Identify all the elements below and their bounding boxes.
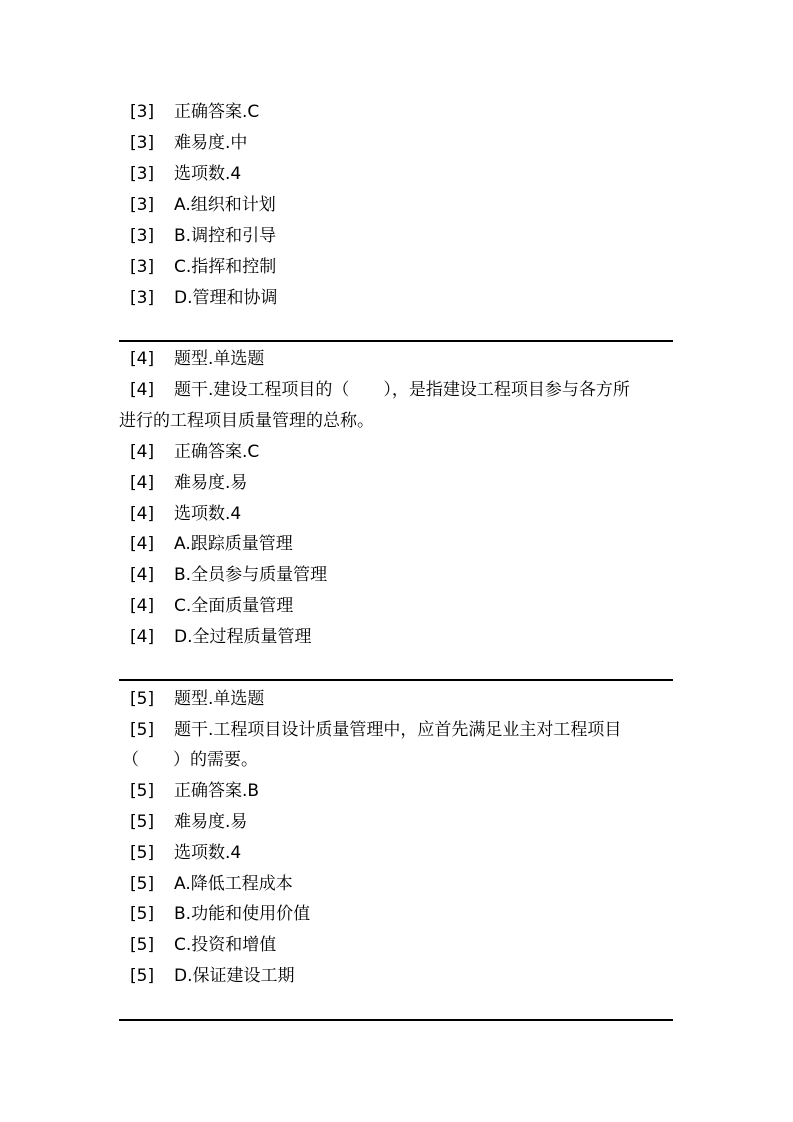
q4-type-line xyxy=(130,344,264,375)
option-text: A.降低工程成本 xyxy=(174,874,293,894)
question-tag: [4] xyxy=(130,565,155,585)
question-type: 题型.单选题 xyxy=(174,689,265,709)
q4-option-count-line xyxy=(130,499,241,530)
question-tag: [3] xyxy=(130,164,155,184)
option-text: D.全过程质量管理 xyxy=(174,627,312,647)
question-tag: [4] xyxy=(130,627,155,647)
question-tag: [3] xyxy=(130,288,155,308)
question-tag: [5] xyxy=(130,781,155,801)
question-tag: [5] xyxy=(130,720,155,740)
option-text: B.全员参与质量管理 xyxy=(174,565,328,585)
question-tag: [4] xyxy=(130,349,155,369)
question-tag: [5] xyxy=(130,874,155,894)
question-tag: [3] xyxy=(130,133,155,153)
question-type: 题型.单选题 xyxy=(174,349,265,369)
question-tag: [3] xyxy=(130,195,155,215)
question-tag: [4] xyxy=(130,473,155,493)
q5-option-a xyxy=(130,869,293,900)
question-tag: [5] xyxy=(130,904,155,924)
question-tag: [5] xyxy=(130,966,155,986)
question-tag: [3] xyxy=(130,257,155,277)
difficulty: 难易度.中 xyxy=(174,133,248,153)
correct-answer: 正确答案.C xyxy=(174,102,260,122)
option-text: D.保证建设工期 xyxy=(174,966,295,986)
q3-option-b xyxy=(130,221,276,252)
question-tag: [3] xyxy=(130,226,155,246)
option-text: A.组织和计划 xyxy=(174,195,276,215)
option-count: 选项数.4 xyxy=(174,164,242,184)
question-tag: [4] xyxy=(130,380,155,400)
question-divider xyxy=(119,1019,673,1021)
q3-option-a xyxy=(130,190,276,221)
correct-answer: 正确答案.C xyxy=(174,442,260,462)
q4-option-d xyxy=(130,622,312,653)
q5-stem-continuation: （ ）的需要。 xyxy=(122,750,258,770)
difficulty: 难易度.易 xyxy=(174,812,248,832)
option-text: D.管理和协调 xyxy=(174,288,278,308)
q5-option-b xyxy=(130,899,310,930)
option-text: C.全面质量管理 xyxy=(174,596,294,616)
q5-answer-line xyxy=(130,776,259,807)
option-text: C.指挥和控制 xyxy=(174,257,277,277)
question-tag: [5] xyxy=(130,689,155,709)
question-tag: [4] xyxy=(130,442,155,462)
q4-answer-line xyxy=(130,437,259,468)
q4-difficulty-line xyxy=(130,468,247,499)
question-tag: [4] xyxy=(130,504,155,524)
q4-option-a xyxy=(130,529,293,560)
option-text: B.功能和使用价值 xyxy=(174,904,311,924)
q5-option-c xyxy=(130,930,276,961)
correct-answer: 正确答案.B xyxy=(174,781,260,801)
q5-option-d xyxy=(130,961,295,992)
question-tag: [5] xyxy=(130,812,155,832)
option-count: 选项数.4 xyxy=(174,504,242,524)
question-tag: [4] xyxy=(130,596,155,616)
question-divider xyxy=(119,679,673,681)
q5-option-count-line xyxy=(130,838,241,869)
option-text: A.跟踪质量管理 xyxy=(174,534,293,554)
question-stem: 题干.工程项目设计质量管理中，应首先满足业主对工程项目 xyxy=(174,720,622,740)
q3-option-c xyxy=(130,252,276,283)
option-text: C.投资和增值 xyxy=(174,935,277,955)
question-tag: [3] xyxy=(130,102,155,122)
q3-option-d xyxy=(130,283,278,314)
q5-difficulty-line xyxy=(130,807,247,838)
q3-difficulty-line xyxy=(130,128,247,159)
option-count: 选项数.4 xyxy=(174,843,242,863)
q5-stem-line xyxy=(130,715,621,746)
difficulty: 难易度.易 xyxy=(174,473,248,493)
q4-stem-continuation: 进行的工程项目质量管理的总称。 xyxy=(119,411,374,431)
question-tag: [4] xyxy=(130,534,155,554)
q4-option-c xyxy=(130,591,293,622)
question-stem: 题干.建设工程项目的（ ），是指建设工程项目参与各方所 xyxy=(174,380,630,400)
q3-option-count-line xyxy=(130,159,241,190)
question-tag: [5] xyxy=(130,843,155,863)
question-divider xyxy=(119,340,673,342)
q3-answer-line xyxy=(130,97,259,128)
q5-type-line xyxy=(130,684,264,715)
q4-option-b xyxy=(130,560,327,591)
question-tag: [5] xyxy=(130,935,155,955)
q4-stem-line xyxy=(130,375,630,406)
option-text: B.调控和引导 xyxy=(174,226,277,246)
